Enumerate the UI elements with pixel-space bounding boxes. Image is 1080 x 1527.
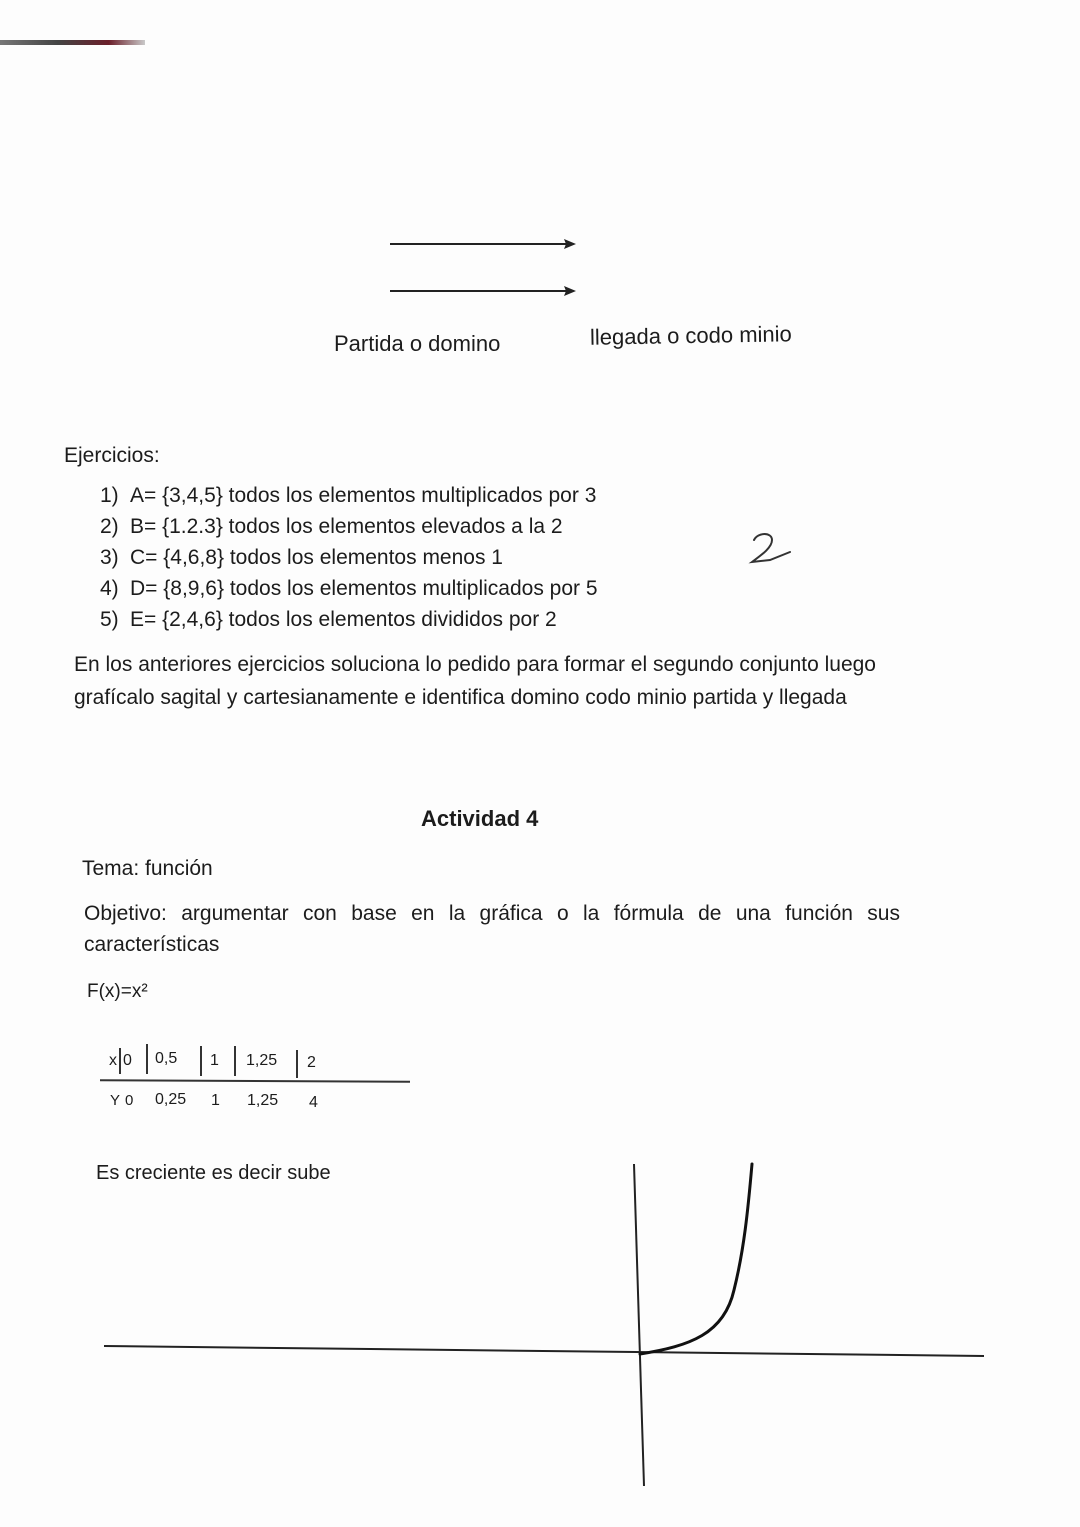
domain-label: Partida o domino bbox=[334, 331, 501, 356]
parabola-curve bbox=[640, 1164, 752, 1354]
table-cell: 1 bbox=[210, 1052, 219, 1069]
function-formula: F(x)=x² bbox=[87, 981, 148, 1002]
activity-objective: Objetivo: argumentar con base en la gráfica o la fórmula de una función sus características bbox=[84, 902, 900, 956]
exercise-list bbox=[100, 480, 598, 635]
table-cell: 0 bbox=[125, 1092, 134, 1109]
activity-title: Actividad 4 bbox=[421, 806, 539, 831]
list-item: 1) A= {3,4,5} todos los elementos multiplicados por 3 bbox=[100, 484, 597, 507]
table-cell: 1 bbox=[211, 1092, 220, 1109]
table-cell: 2 bbox=[307, 1054, 316, 1071]
table-cell: 4 bbox=[309, 1094, 318, 1111]
activity-theme: Tema: función bbox=[82, 857, 213, 880]
table-cell: 0 bbox=[123, 1052, 132, 1069]
table-cell: 1,25 bbox=[247, 1092, 279, 1109]
table-x-label: x bbox=[109, 1052, 117, 1069]
table-y-label: Y bbox=[110, 1092, 121, 1109]
svg-text:2: 2 bbox=[748, 530, 749, 531]
mapping-arrow bbox=[390, 285, 576, 297]
y-axis bbox=[634, 1164, 644, 1486]
instructions-paragraph: En los anteriores ejercicios soluciona lo pedido para formar el segundo conjunto luego grafícalo sagital y cartesianamente e identifica domino codo minio partida y llegada bbox=[74, 653, 876, 709]
table-cell: 0,25 bbox=[155, 1091, 187, 1108]
function-graph bbox=[0, 1150, 1080, 1527]
table-cell: 1,25 bbox=[246, 1052, 278, 1069]
x-axis bbox=[104, 1346, 984, 1356]
mapping-arrow bbox=[390, 238, 576, 250]
list-item: 3) C= {4,6,8} todos los elementos menos 1 bbox=[100, 546, 503, 569]
handwritten-mark bbox=[748, 530, 796, 568]
table-cell: 0,5 bbox=[155, 1050, 178, 1067]
list-item: 5) E= {2,4,6} todos los elementos divididos por 2 bbox=[100, 608, 557, 631]
list-item: 4) D= {8,9,6} todos los elementos multiplicados por 5 bbox=[100, 577, 598, 600]
page-edge-mark bbox=[0, 40, 145, 45]
list-item: 2) B= {1.2.3} todos los elementos elevados a la 2 bbox=[100, 515, 563, 538]
codomain-label: llegada o codo minio bbox=[589, 321, 793, 350]
exercises-heading: Ejercicios: bbox=[64, 444, 160, 467]
graph-note: Es creciente es decir sube bbox=[96, 1162, 331, 1184]
